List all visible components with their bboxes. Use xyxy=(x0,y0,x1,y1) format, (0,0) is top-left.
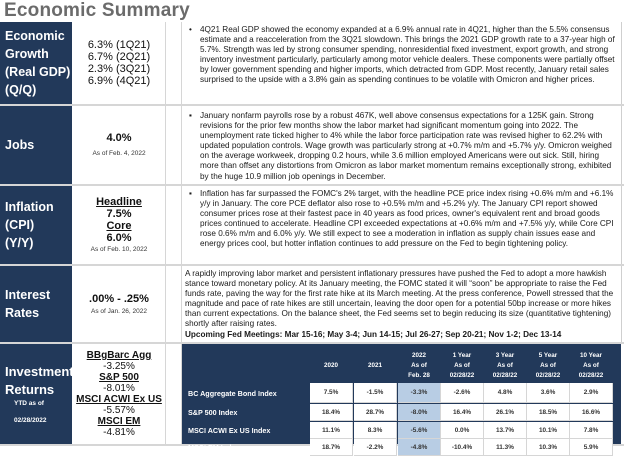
ytd-index-value: -5.57% xyxy=(103,405,135,416)
returns-table-row xyxy=(182,383,621,403)
gdp-values xyxy=(73,22,166,104)
label-line: Rates xyxy=(5,306,40,320)
return-cell: 28.7% xyxy=(354,404,397,421)
ytd-index-value: -3.25% xyxy=(103,361,135,372)
return-cell: 2.9% xyxy=(570,383,613,403)
bullet-icon: ▪ xyxy=(189,189,192,198)
header-line: 2020 xyxy=(323,362,338,369)
returns-column-header xyxy=(310,347,352,385)
rates-as-of: As of Jan. 26, 2022 xyxy=(90,307,147,315)
return-cell: 10.1% xyxy=(527,422,570,439)
gdp-value: 2.3% (3Q21) xyxy=(87,63,151,75)
row-gdp xyxy=(0,22,624,106)
inflation-commentary xyxy=(182,186,622,264)
header-line: 1 Year xyxy=(452,352,472,359)
gdp-value: 6.9% (4Q21) xyxy=(87,75,151,87)
core-value: 6.0% xyxy=(106,232,132,244)
spacer-column xyxy=(166,22,182,104)
jobs-text: January nonfarm payrolls rose by a robust 467K, well above consensus expectations for a 125K gain. Strong revisions for the prior few months show the labor market had significant momentum going into 2022. The unemployment rate ticked higher to 4% while the labor force participation rate was revised higher to 62.2% with updated population controls. Wage growth was particularly strong at +0.7% m/m and +5.7% y/y. Omicron weighed on the average workweek, dropping 0.2 hours, while 3.6 million employed Americans were out sick. Still, hiring more than offset any distortions from Omicron as labor market momentum remains exceptionally strong, exhibited by the huge 10.9 million job openings in December. xyxy=(200,111,612,181)
header-line: 5 Year xyxy=(538,352,558,359)
jobs-value: 4.0% xyxy=(106,132,132,144)
spacer-column xyxy=(166,106,182,184)
return-cell: -4.8% xyxy=(398,439,441,456)
gdp-text: 4Q21 Real GDP showed the economy expanded at a 6.9% annual rate in 4Q21, higher than the 5.5% consensus estimate and a reacceleration from the 3Q21 slowdown. This brings the 2021 GDP growth rate to a 37-year high of 5.7%. Strength was led by strong consumer spending, nonresidential fixed investment, export growth, and strong inventory investment particularly, particularly among motor vehicle dealers. These components were partially offset by lower government spending and higher imports, which detracted from GDP. Most recently, January retail sales surprised to the upside with a 3.8% gain as spending continues to be volatile with Omicron and higher prices. xyxy=(200,25,615,85)
return-cell: -8.0% xyxy=(398,404,441,421)
returns-table-row xyxy=(182,439,621,456)
headline-label: Headline xyxy=(96,196,142,208)
row-label-rates xyxy=(0,266,72,342)
label-line: (Q/Q) xyxy=(5,83,37,97)
jobs-as-of: As of Feb. 4, 2022 xyxy=(92,150,146,157)
row-inflation xyxy=(0,186,624,266)
returns-table-header xyxy=(182,347,621,385)
index-name: S&P 500 Index xyxy=(188,408,238,417)
header-line: 10 Year xyxy=(580,352,602,359)
label-line: (Real GDP) xyxy=(5,65,71,79)
ytd-values xyxy=(73,344,166,444)
label-line: Growth xyxy=(5,47,49,61)
returns-table-row xyxy=(182,404,621,421)
headline-value: 7.5% xyxy=(106,208,132,220)
return-cell: -1.5% xyxy=(354,383,397,403)
return-cell: 7.8% xyxy=(570,422,613,439)
row-rates xyxy=(0,266,624,344)
return-cell: 18.7% xyxy=(310,439,353,456)
ytd-index-name: MSCI EM xyxy=(97,416,141,427)
row-label-returns xyxy=(0,344,72,444)
header-line: As of xyxy=(411,362,427,369)
returns-column-header xyxy=(484,347,526,385)
ytd-index-value: -4.81% xyxy=(103,427,135,438)
return-cell: 11.1% xyxy=(310,422,353,439)
gdp-value: 6.7% (2Q21) xyxy=(87,51,151,63)
returns-column-header xyxy=(441,347,483,385)
return-cell: -10.4% xyxy=(441,439,484,456)
returns-table xyxy=(182,344,621,452)
label-line: Inflation xyxy=(5,200,54,214)
rates-value: .00% - .25% xyxy=(89,292,149,305)
return-cell: 4.8% xyxy=(484,383,527,403)
header-line: Feb. 28 xyxy=(408,372,430,379)
spacer-column xyxy=(166,344,182,444)
returns-column-header xyxy=(354,347,396,385)
meetings-label: Upcoming Fed Meetings: xyxy=(185,329,283,339)
gdp-value: 6.3% (1Q21) xyxy=(87,39,151,51)
row-label-jobs xyxy=(0,106,72,184)
return-cell: -2.2% xyxy=(354,439,397,456)
returns-column-header xyxy=(398,347,440,385)
gdp-commentary xyxy=(182,22,622,104)
label-line: (CPI) xyxy=(5,218,35,232)
jobs-commentary xyxy=(182,106,622,184)
header-line: 02/28/22 xyxy=(492,372,518,379)
return-cell: -2.6% xyxy=(441,383,484,403)
ytd-as-of-label: YTD as of xyxy=(14,400,44,407)
header-line: As of xyxy=(497,362,513,369)
return-cell: 16.6% xyxy=(570,404,613,421)
ytd-index-name: BBgBarc Agg xyxy=(86,350,152,361)
inflation-text: Inflation has far surpassed the FOMC's 2% target, with the headline PCE price index rising +0.6% m/m and +6.1% y/y in January. The core PCE deflator also rose to +0.5% m/m and +5.2% y/y. The January CPI report showed consumer prices rose at their fastest pace in 40 years as food prices, owner's equivalent rent and broad goods prices continued to accelerate. Headline CPI exceeded expectations at +0.6% m/m and +7.5% y/y, while Core CPI rose 0.6% m/m and 6.0% y/y. We still expect to see a moderation in inflation as supply chain issues ease and energy prices cool, but hotter inflation continues to add pressure on the Fed to begin tightening policy. xyxy=(200,189,614,249)
returns-column-header xyxy=(570,347,612,385)
label-line: Jobs xyxy=(5,138,35,152)
label-line: (Y/Y) xyxy=(5,236,34,250)
return-cell: 10.3% xyxy=(527,439,570,456)
return-cell: 18.4% xyxy=(310,404,353,421)
rates-commentary xyxy=(182,266,622,342)
label-line: Returns xyxy=(5,382,55,397)
label-line: Economic xyxy=(5,29,65,43)
jobs-value-cell xyxy=(73,106,166,184)
return-cell: 18.5% xyxy=(527,404,570,421)
header-line: 02/28/22 xyxy=(449,372,475,379)
inflation-as-of: As of Feb. 10, 2022 xyxy=(90,246,148,253)
index-name: MSCI ACWI Ex US Index xyxy=(188,426,271,435)
return-cell: -5.6% xyxy=(398,422,441,439)
bullet-icon: ▪ xyxy=(189,111,192,120)
bullet-icon: • xyxy=(189,25,192,34)
page-title: Economic Summary xyxy=(4,0,190,21)
index-name: BC Aggregate Bond Index xyxy=(188,388,277,398)
header-line: 02/28/22 xyxy=(535,372,561,379)
header-line: 02/28/22 xyxy=(578,372,604,379)
return-cell: 5.9% xyxy=(570,439,613,456)
row-label-inflation xyxy=(0,186,72,264)
header-line: As of xyxy=(454,362,470,369)
rates-value-cell xyxy=(73,266,166,342)
header-line: As of xyxy=(583,362,599,369)
returns-column-header xyxy=(527,347,569,385)
return-cell: 11.3% xyxy=(484,439,527,456)
meetings-dates: Mar 15-16; May 3-4; Jun 14-15; Jul 26-27; Sep 20-21; Nov 1-2; Dec 13-14 xyxy=(284,329,562,339)
label-line: Interest xyxy=(5,288,51,302)
returns-table-row xyxy=(182,422,621,439)
return-cell: 3.6% xyxy=(527,383,570,403)
ytd-index-name: MSCI ACWI Ex US xyxy=(76,394,162,405)
row-jobs xyxy=(0,106,624,186)
spacer-column xyxy=(166,186,182,264)
ytd-index-value: -8.01% xyxy=(103,383,135,394)
return-cell: 16.4% xyxy=(441,404,484,421)
header-line: 2021 xyxy=(367,362,382,369)
core-label: Core xyxy=(106,220,132,232)
return-cell: 13.7% xyxy=(484,422,527,439)
ytd-index-name: S&P 500 xyxy=(99,372,139,383)
return-cell: -3.3% xyxy=(398,383,441,403)
index-name: MSCI EM Index xyxy=(188,443,240,452)
label-line: Investment xyxy=(5,364,74,379)
return-cell: 8.3% xyxy=(354,422,397,439)
return-cell: 0.0% xyxy=(441,422,484,439)
row-returns xyxy=(0,344,624,452)
return-cell: 7.5% xyxy=(310,383,353,403)
row-label-gdp xyxy=(0,22,72,104)
header-line: 3 Year xyxy=(495,352,515,359)
return-cell: 26.1% xyxy=(484,404,527,421)
header-line: As of xyxy=(540,362,556,369)
rates-text: A rapidly improving labor market and persistent inflationary pressures have pushed the Fed to adopt a more hawkish stance toward monetary policy. At its January meeting, the FOMC stated it will “soon” be appropriate to raise the Fed funds rate, paving the way for the first rate hike at its March meeting. At the press conference, Powell stressed that the magnitude and pace of rate hikes are still uncertain, leaving the door open for a potential 50bp increase or more hikes than current expectations. On the balance sheet, the Fed seems set to begin reducing its size (quantitative tightening) shortly after raising rates. xyxy=(185,269,614,329)
spacer-column xyxy=(166,266,182,342)
inflation-values xyxy=(73,186,166,264)
ytd-date: 02/28/2022 xyxy=(14,417,47,424)
header-line: 2022 xyxy=(411,352,426,359)
